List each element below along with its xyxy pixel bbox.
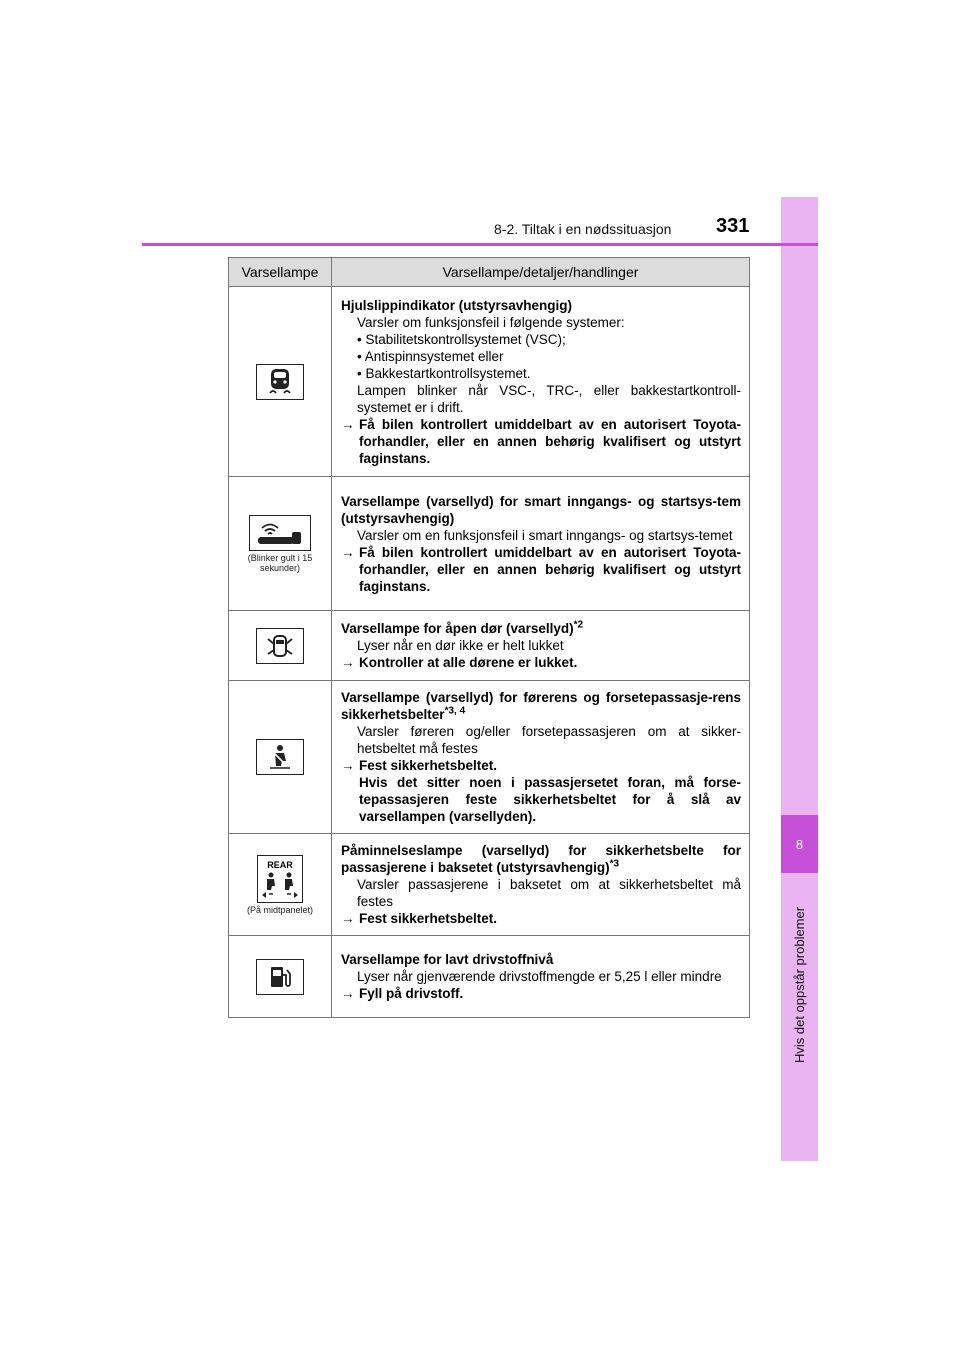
footnote-ref: *3 xyxy=(609,858,620,870)
slip-indicator-icon xyxy=(256,364,304,400)
row-title xyxy=(341,842,741,876)
action-text: Kontroller at alle dørene er lukket. xyxy=(359,655,578,670)
row-action xyxy=(341,544,741,595)
action-text: Fyll på drivstoff. xyxy=(359,986,464,1001)
lamp-cell xyxy=(229,287,332,477)
bullet-item: • Bakkestartkontrollsystemet. xyxy=(357,365,531,381)
row-action xyxy=(341,985,741,1002)
lamp-cell xyxy=(229,681,332,834)
details-cell xyxy=(332,681,750,834)
rear-seatbelt-icon xyxy=(257,855,303,903)
bullet-item: • Stabilitetskontrollsystemet (VSC); xyxy=(357,331,566,347)
rear-label: REAR xyxy=(267,859,293,870)
arrow-icon: → xyxy=(341,416,355,432)
action-text: Få bilen kontrollert umiddelbart av en autorisert Toyota-forhandler, eller en annen behørig kvalifisert og utstyrt faginstans. xyxy=(359,544,741,594)
lamp-cell xyxy=(229,834,332,936)
row-description: Varsler passasjerene i baksetet om at sikkerhetsbeltet må festes xyxy=(357,877,741,909)
details-cell xyxy=(332,477,750,611)
row-title xyxy=(341,689,741,723)
side-tab-upper xyxy=(781,197,818,815)
open-door-icon xyxy=(256,628,304,664)
row-title: Hjulslippindikator (utstyrsavhengig) xyxy=(341,297,573,313)
lamp-cell xyxy=(229,936,332,1018)
table-row xyxy=(229,681,750,834)
section-title: 8-2. Tiltak i en nødssituasjon xyxy=(494,221,672,237)
header-rule xyxy=(142,243,818,246)
table-header xyxy=(229,258,750,287)
lamp-cell xyxy=(229,611,332,681)
row-title: Varsellampe for lavt drivstoffnivå xyxy=(341,952,554,967)
table-row xyxy=(229,936,750,1018)
bullet-item: • Antispinnsystemet eller xyxy=(357,348,504,364)
arrow-icon: → xyxy=(341,911,355,926)
col-lamp-header: Varsellampe xyxy=(229,258,332,287)
details-cell xyxy=(332,936,750,1018)
title-text: Varsellampe (varsellyd) for førerens og forsetepassasje-rens sikkerhetsbelter xyxy=(341,690,741,722)
action-text: Fest sikkerhetsbeltet. xyxy=(359,911,498,926)
details-cell xyxy=(332,611,750,681)
row-description: Lyser når gjenværende drivstoffmengde er 5,25 l eller mindre xyxy=(357,969,722,984)
title-text: Varsellampe for åpen dør (varsellyd) xyxy=(341,621,574,636)
chapter-number-tab[interactable] xyxy=(781,815,818,873)
arrow-icon: → xyxy=(341,544,355,560)
table-row xyxy=(229,287,750,477)
arrow-icon: → xyxy=(341,655,355,670)
smart-key-icon xyxy=(249,515,311,551)
arrow-icon: → xyxy=(341,986,355,1001)
row-title xyxy=(341,620,741,637)
details-cell xyxy=(332,834,750,936)
lamp-caption: (På midtpanelet) xyxy=(246,904,314,915)
row-action-detail: Hvis det sitter noen i passasjersetet foran, må forse-tepassasjeren feste sikkerhetsbeltet for å slå av varsellampen (varsellyden). xyxy=(359,775,741,824)
lamp-cell xyxy=(229,477,332,611)
table-row xyxy=(229,477,750,611)
row-action xyxy=(341,416,741,467)
title-text: Påminnelseslampe (varsellyd) for sikkerhetsbelte for passasjerene i baksetet (utstyrsavhengig) xyxy=(341,843,741,875)
warning-lamp-table xyxy=(228,257,750,1018)
page-number: 331 xyxy=(716,215,750,237)
details-cell xyxy=(332,287,750,477)
lamp-caption: (Blinker gult i 15 sekunder) xyxy=(247,552,313,573)
chapter-label: Hvis det oppstår problemer xyxy=(792,906,807,1063)
footnote-ref: *3, 4 xyxy=(444,705,466,717)
row-title: Varsellampe (varsellyd) for smart inngangs- og startsys-tem (utstyrsavhengig) xyxy=(341,493,741,526)
chapter-number: 8 xyxy=(795,836,804,852)
row-action xyxy=(341,654,741,671)
table-row xyxy=(229,834,750,936)
action-text: Få bilen kontrollert umiddelbart av en autorisert Toyota-forhandler, eller en annen behørig kvalifisert og utstyrt faginstans. xyxy=(359,416,741,466)
col-details-header: Varsellampe/detaljer/handlinger xyxy=(332,258,750,287)
table-row xyxy=(229,611,750,681)
row-description: Varsler om en funksjonsfeil i smart inngangs- og startsys-temet xyxy=(357,527,733,543)
row-action xyxy=(341,910,741,927)
row-description-2: Lampen blinker når VSC-, TRC-, eller bakkestartkontroll-systemet er i drift. xyxy=(357,382,741,415)
chapter-label-tab[interactable] xyxy=(781,873,818,1161)
arrow-icon: → xyxy=(341,758,355,773)
action-text: Fest sikkerhetsbeltet. xyxy=(359,758,498,773)
row-description: Varsler om funksjonsfeil i følgende systemer: xyxy=(357,314,625,330)
row-action xyxy=(341,757,741,774)
footnote-ref: *2 xyxy=(573,619,584,631)
fuel-icon xyxy=(256,959,304,995)
row-description: Varsler føreren og/eller forsetepassasjeren om at sikker-hetsbeltet må festes xyxy=(357,724,741,756)
seatbelt-icon xyxy=(256,739,304,775)
row-description: Lyser når en dør ikke er helt lukket xyxy=(357,638,564,653)
